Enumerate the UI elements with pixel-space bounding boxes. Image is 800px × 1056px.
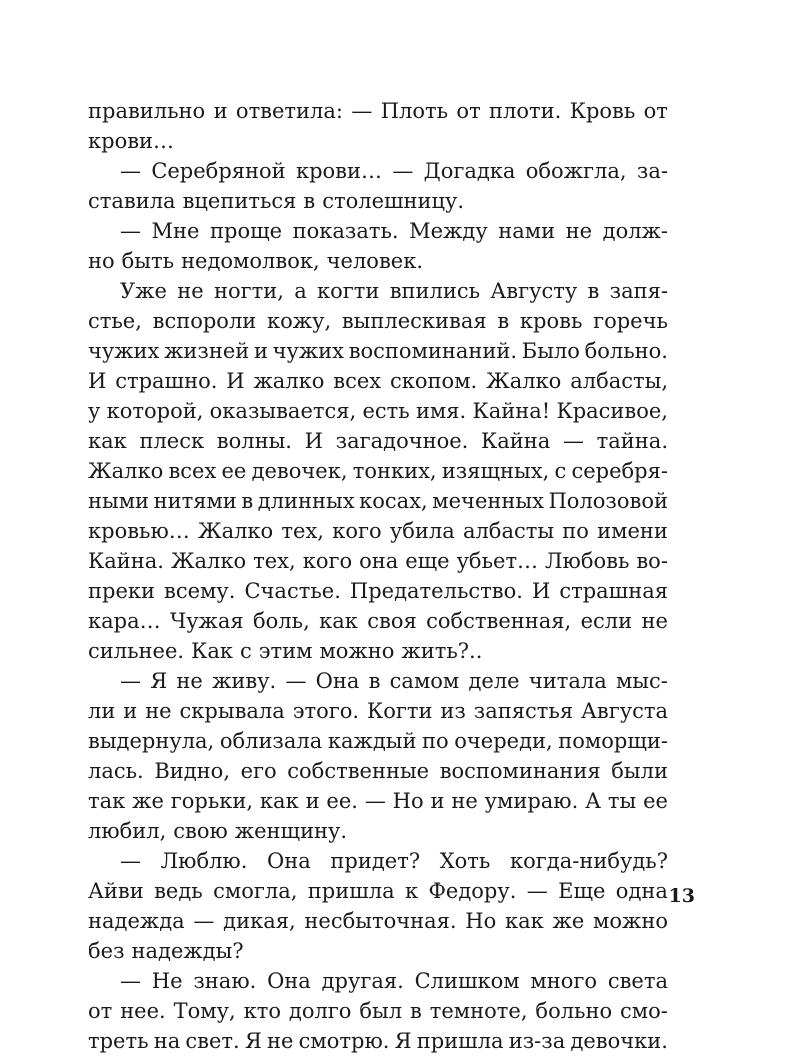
word: быть [121, 249, 175, 273]
text-line [88, 186, 668, 216]
word: можно [319, 639, 395, 663]
word: света [607, 969, 668, 993]
text-line [88, 366, 668, 396]
word: нее. [120, 999, 166, 1023]
word: ли [88, 699, 116, 723]
word: тайна. [596, 429, 668, 453]
word: Тому, [173, 999, 236, 1023]
word: на [153, 1029, 181, 1053]
word: преки [88, 579, 155, 603]
word: плеск [139, 429, 205, 453]
text-line [88, 786, 668, 816]
word: показать. [292, 219, 399, 243]
word: мыс- [615, 669, 668, 693]
word: жизней [164, 339, 250, 363]
word: Хоть [439, 849, 491, 873]
body-text [88, 96, 668, 1056]
word: не [176, 669, 203, 693]
word: имени [597, 519, 668, 543]
word: же [552, 909, 585, 933]
word: впились [389, 279, 481, 303]
word: Она [315, 669, 360, 693]
word: другая. [321, 969, 404, 993]
word: любил, [88, 819, 167, 843]
word: меченных [432, 489, 544, 513]
word: Я [150, 669, 168, 693]
word: Любовь [545, 549, 630, 573]
word: этого. [292, 699, 360, 723]
word: Серебряной [151, 159, 286, 183]
word: выдернула, [88, 729, 215, 753]
word: правильно [88, 99, 206, 123]
word: скрывала [179, 699, 285, 723]
word: его [240, 759, 277, 783]
word: Уже [120, 279, 167, 303]
word: Жалко [170, 549, 247, 573]
text-line [88, 426, 668, 456]
word: Кайна [481, 429, 551, 453]
word: Жалко [88, 459, 164, 483]
word: и [123, 699, 138, 723]
word: из [440, 699, 466, 723]
word: Айви [88, 879, 144, 903]
word: кожу, [267, 309, 332, 333]
text-line [88, 276, 668, 306]
word: темноте, [429, 999, 528, 1023]
text-line [88, 126, 668, 156]
word: надежды? [131, 939, 244, 963]
word: ответила: [235, 99, 343, 123]
word: всех [168, 459, 217, 483]
word: и [213, 99, 228, 123]
text-line [88, 816, 668, 846]
text-line [88, 1026, 668, 1056]
word: албасты, [570, 369, 668, 393]
word: серебря- [571, 459, 668, 483]
word: смотрю. [298, 1029, 390, 1053]
word: но [88, 249, 115, 273]
word: и [430, 789, 445, 813]
word: не [267, 1029, 294, 1053]
word: выплескивая [341, 309, 487, 333]
word: долго [288, 999, 352, 1023]
word: — [120, 669, 141, 693]
word: как [259, 789, 299, 813]
word: с [554, 459, 567, 483]
word: от [643, 99, 668, 123]
word: свет. [185, 1029, 240, 1053]
word: Еще [558, 879, 606, 903]
text-line [88, 846, 668, 876]
word: И [88, 369, 107, 393]
word: Плоть [380, 99, 449, 123]
word: кровь [519, 309, 583, 333]
word: — [120, 969, 141, 993]
word: Когти [366, 699, 433, 723]
word: Чужая [169, 609, 244, 633]
word: без [88, 939, 125, 963]
word: треть [88, 1029, 149, 1053]
word: можно [593, 909, 668, 933]
word: и [305, 789, 320, 813]
word: она [359, 549, 399, 573]
word: в [587, 279, 600, 303]
word: — [120, 849, 141, 873]
word: плоти. [489, 99, 562, 123]
word: Жалко [486, 369, 562, 393]
word: не [177, 279, 204, 303]
word: Жалко [197, 519, 274, 543]
word: Предательство. [349, 579, 523, 603]
word: — [193, 909, 215, 933]
word: как [505, 909, 544, 933]
word: Между [409, 219, 488, 243]
word: в [368, 669, 381, 693]
word: всех [333, 369, 382, 393]
word: проще [210, 219, 283, 243]
word: за- [636, 159, 668, 183]
text-line [88, 966, 668, 996]
word: горьки, [170, 789, 254, 813]
word: а [294, 279, 307, 303]
text-line [88, 306, 668, 336]
word: столешницу. [322, 189, 465, 213]
word: И [304, 429, 323, 453]
word: воспоминаний. [348, 339, 518, 363]
word: всему. [164, 579, 236, 603]
word: пришла [307, 879, 395, 903]
word: к [404, 879, 419, 903]
word: кровью… [88, 519, 190, 543]
word: из-за [508, 1029, 566, 1053]
word: по [562, 519, 589, 543]
word: смогла, [213, 879, 298, 903]
word: — [526, 879, 548, 903]
word: вспороли [152, 309, 257, 333]
word: если [580, 609, 633, 633]
word: кого [302, 549, 353, 573]
word: человек. [326, 249, 424, 273]
text-line [88, 636, 668, 666]
text-line [88, 336, 668, 366]
word: Кайна! [472, 399, 551, 423]
word: нами [498, 219, 556, 243]
word: ее [221, 459, 247, 483]
word: больно. [584, 339, 668, 363]
word: Но [465, 909, 497, 933]
word: в [410, 999, 422, 1023]
word: с [239, 639, 252, 663]
text-line [88, 726, 668, 756]
word: в [303, 189, 316, 213]
word: и [253, 339, 268, 363]
word: надежда [88, 909, 185, 933]
word: ее [643, 789, 668, 813]
word: Августу [490, 279, 578, 303]
word: от [88, 999, 113, 1023]
word: боль, [253, 609, 310, 633]
word: Счастье. [244, 579, 341, 603]
word: косах, [359, 489, 428, 513]
word: облизала [219, 729, 323, 753]
word: Августа [581, 699, 668, 723]
word: Я [244, 1029, 262, 1053]
word: от [456, 99, 481, 123]
word: несбыточная. [304, 909, 457, 933]
word: живу. [212, 669, 277, 693]
word: — [285, 669, 307, 693]
word: тонких, [352, 459, 437, 483]
word: стье, [88, 309, 142, 333]
word: Слишком [414, 969, 520, 993]
text-line [88, 606, 668, 636]
page-number: 13 [668, 885, 695, 907]
word: собственные [287, 759, 430, 783]
word: не [145, 699, 172, 723]
text-line [88, 546, 668, 576]
word: девочек, [251, 459, 348, 483]
word: вцепиться [182, 189, 297, 213]
word: очереди, [454, 729, 553, 753]
word: тех, [281, 519, 324, 543]
word: во- [636, 549, 668, 573]
word: тех, [253, 549, 296, 573]
word: чужих [88, 339, 160, 363]
word: не [565, 219, 593, 243]
word: горечь [593, 309, 668, 333]
word: свою [173, 819, 228, 843]
word: скопом. [390, 369, 478, 393]
word: читала [528, 669, 607, 693]
word: Не [151, 969, 183, 993]
text-line [88, 696, 668, 726]
text-line [88, 876, 668, 906]
text-line [88, 396, 668, 426]
word: чужих [272, 339, 345, 363]
word: смо- [620, 999, 668, 1023]
word: ными [88, 489, 150, 513]
word: ногти, [213, 279, 284, 303]
word: жить?.. [401, 639, 483, 663]
word: страшно. [115, 369, 218, 393]
word: больно [535, 999, 613, 1023]
word: которой, [106, 399, 204, 423]
word: деле [468, 669, 520, 693]
word: еще [405, 549, 450, 573]
word: знаю. [193, 969, 257, 993]
word: дикая, [223, 909, 296, 933]
word: девочки. [570, 1029, 668, 1053]
word: албасты [462, 519, 555, 543]
word: самом [389, 669, 460, 693]
text-line [88, 516, 668, 546]
word: убила [389, 519, 455, 543]
word: воспоминания [439, 759, 601, 783]
word: ставила [88, 189, 176, 213]
word: Видно, [154, 759, 231, 783]
word: так [88, 789, 126, 813]
word: Я [394, 1029, 412, 1053]
word: собственная, [426, 609, 572, 633]
word: Мне [151, 219, 200, 243]
word: много [530, 969, 598, 993]
word: как [88, 429, 127, 453]
word: Но [392, 789, 424, 813]
word: изящных, [441, 459, 550, 483]
word: по [422, 729, 449, 753]
word: были [611, 759, 668, 783]
word: ты [607, 789, 637, 813]
text-line [88, 216, 668, 246]
word: сильнее. [88, 639, 185, 663]
word: одна [615, 879, 668, 903]
word: запя- [609, 279, 668, 303]
word: Кровь [569, 99, 636, 123]
word: страшная [559, 579, 668, 603]
word: — [351, 99, 373, 123]
word: умираю. [484, 789, 579, 813]
word: имя. [415, 399, 467, 423]
text-line [88, 906, 668, 936]
text-line [88, 756, 668, 786]
word: Догадка [423, 159, 516, 183]
word: Красивое, [556, 399, 668, 423]
word: — [120, 159, 141, 183]
word: — [120, 219, 141, 243]
word: И [531, 579, 551, 603]
word: ее. [326, 789, 358, 813]
word: женщину. [234, 819, 348, 843]
word: жалко [253, 369, 325, 393]
word: есть [362, 399, 410, 423]
text-line [88, 996, 668, 1026]
word: в [497, 309, 510, 333]
text-line [88, 576, 668, 606]
word: обожгла, [525, 159, 627, 183]
word: недомолвок, [181, 249, 320, 273]
word: — [392, 159, 414, 183]
text-line [88, 96, 668, 126]
word: Люблю. [160, 849, 248, 873]
word: Она [267, 849, 311, 873]
text-line [88, 156, 668, 186]
word: кого [332, 519, 382, 543]
word: как [319, 609, 358, 633]
word: ведь [154, 879, 203, 903]
word: каждый [327, 729, 417, 753]
word: этим [258, 639, 313, 663]
word: Федору. [428, 879, 517, 903]
text-line [88, 246, 668, 276]
text-line [88, 486, 668, 516]
word: когти [317, 279, 380, 303]
word: — [563, 429, 584, 453]
word: оказывается, [209, 399, 357, 423]
word: крови… [88, 129, 175, 153]
word: поморщи- [558, 729, 668, 753]
word: не [641, 609, 668, 633]
word: длинных [257, 489, 355, 513]
word: волны. [216, 429, 292, 453]
text-line [88, 936, 668, 966]
word: Она [267, 969, 311, 993]
word: крови… [295, 159, 382, 183]
text-line [88, 666, 668, 696]
word: кара… [88, 609, 161, 633]
word: лась. [88, 759, 144, 783]
word: — [364, 789, 386, 813]
word: кто [243, 999, 281, 1023]
word: не [451, 789, 478, 813]
word: запястья [473, 699, 574, 723]
word: убьет… [456, 549, 539, 573]
word: И [226, 369, 245, 393]
word: когда-нибудь? [510, 849, 668, 873]
word: пришла [416, 1029, 504, 1053]
word: Кайна. [88, 549, 164, 573]
text-line [88, 456, 668, 486]
word: своя [367, 609, 417, 633]
word: в [241, 489, 254, 513]
word: же [132, 789, 164, 813]
word: придет? [330, 849, 421, 873]
word: Было [521, 339, 580, 363]
word: был [359, 999, 403, 1023]
word: Полозовой [548, 489, 668, 513]
word: А [585, 789, 602, 813]
word: загадочное. [335, 429, 469, 453]
word: нитями [153, 489, 237, 513]
word: долж- [602, 219, 668, 243]
word: у [88, 399, 101, 423]
word: Как [191, 639, 233, 663]
